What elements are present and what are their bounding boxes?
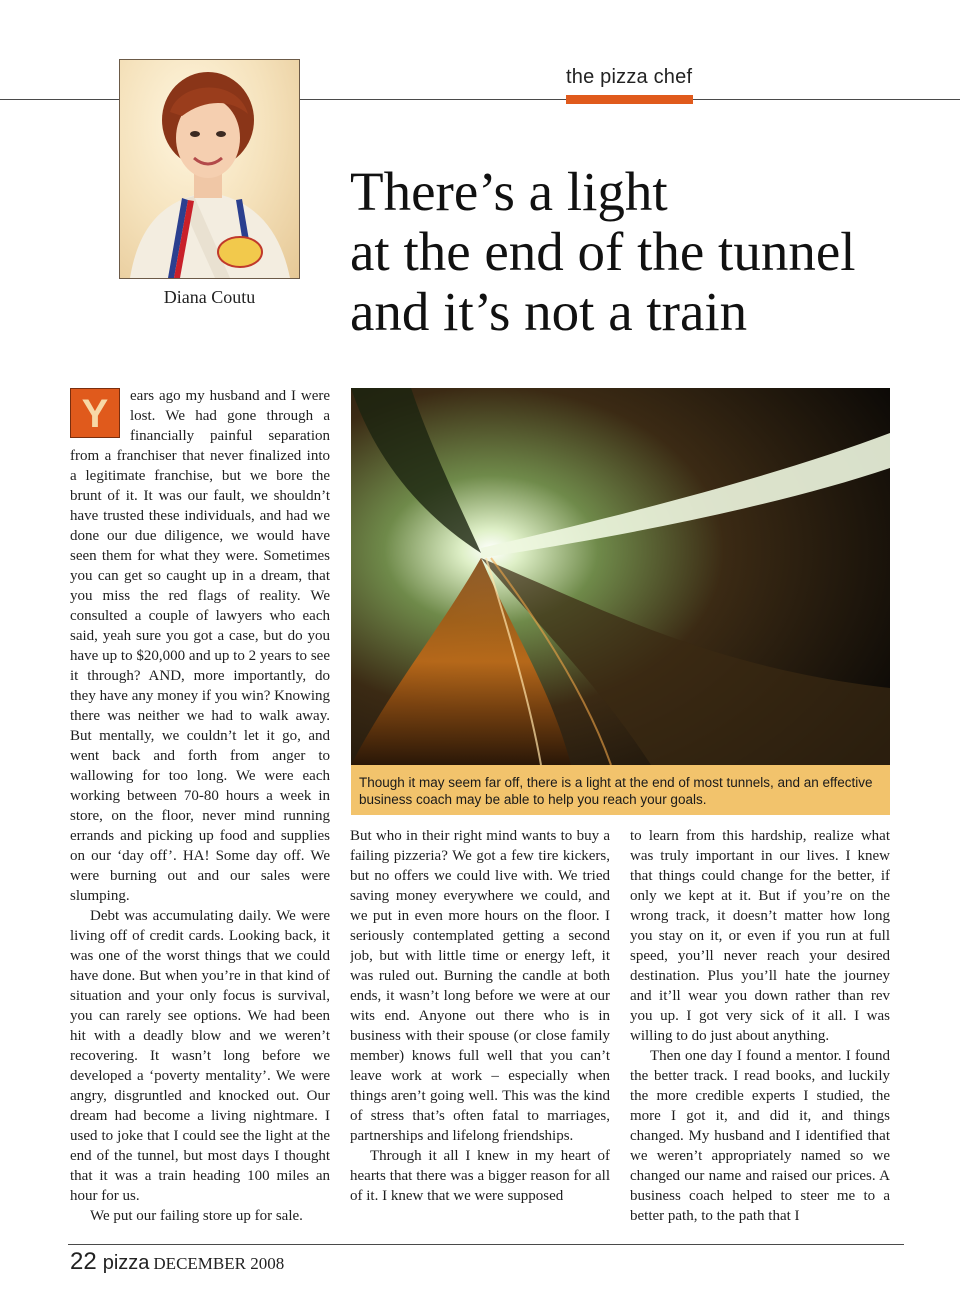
author-portrait-illustration bbox=[120, 60, 299, 278]
author-name: Diana Coutu bbox=[163, 287, 256, 307]
article-paragraph: Then one day I found a mentor. I found the better track. I read books, and luckily the more credible experts I studied, the more I got it, and did it, and things changed. My husband and I identified that we weren’t appropriately named so we changed our name and raised our prices. A business coach helped to steer me to a better path, to the path that I bbox=[630, 1048, 890, 1224]
page-footer bbox=[70, 1248, 284, 1276]
headline-line: at the end of the tunnel bbox=[350, 221, 856, 282]
article-column-2 bbox=[350, 826, 610, 1228]
tunnel-photo bbox=[351, 388, 890, 765]
photo-caption: Though it may seem far off, there is a light at the end of most tunnels, and an effective business coach may be able to help you reach your goals. bbox=[351, 765, 890, 815]
magazine-name: pizza bbox=[102, 1252, 150, 1274]
article-headline bbox=[350, 162, 950, 342]
article-column-1 bbox=[70, 386, 330, 1228]
section-accent-bar bbox=[566, 95, 693, 104]
paragraph-text: ears ago my husband and I were lost. We had gone through a financially painful separation from a franchiser that never finalized into a legitimate franchise, but we bore the brunt of it. It was our fault, we shouldn’t have trusted these individuals, and had we done our due diligence, we would have seen them for what they were. Sometimes you can get so caught up in a dream, that you miss the red flags of reality. We consulted a couple of lawyers who each said, yeah sure you got a case, but do you have up to $20,000 and up to 2 years to see it through? AND, more importantly, do they have any money if you win? Knowing there was neither we had to walk away. But mentally, we couldn’t let it go, and went back and forth from anger to wallowing for too long. We were each working between 70-80 hours a week in store, on the floor, never mind running errands and picking up food and supplies on our ‘day off’. HA! Some day off. We were burning out and our sales were slumping. bbox=[70, 388, 330, 904]
tunnel-photo-illustration bbox=[351, 388, 890, 765]
article-paragraph bbox=[70, 386, 330, 906]
page-number: 22 bbox=[70, 1248, 97, 1275]
drop-cap: Y bbox=[70, 388, 120, 438]
footer-rule bbox=[68, 1244, 904, 1245]
article-paragraph: Debt was accumulating daily. We were living off of credit cards. Looking back, it was one of the worst things that we could have done. But when you’re in that kind of situation and your only focus is survival, you can rarely see options. We had been hit with a deadly blow and we weren’t recovering. It wasn’t long before we developed a ‘poverty mentality’. We were angry, disgruntled and knocked out. Our dream had become a living nightmare. I used to joke that I could see the light at the end of the tunnel, but most days I thought that it was a train heading 100 miles an hour for us. bbox=[70, 908, 330, 1204]
article-column-3 bbox=[630, 826, 890, 1228]
article-paragraph: But who in their right mind wants to buy a failing pizzeria? We got a few tire kickers, but no offers we could live with. We tried saving money everywhere we could, and we put in even more hours on the floor. I seriously contemplated getting a second job, but with little time or energy left, it was ruled out. Burning the candle at both ends, it wasn’t long before we were at our wits end. Anyone out there who is in business with their spouse (or close family member) knows full well that you can’t leave work at work – especially when things aren’t going well. This was the kind of stress that’s often fatal to marriages, partnerships and lifelong friendships. bbox=[350, 828, 610, 1144]
issue-date: DECEMBER 2008 bbox=[153, 1254, 285, 1273]
author-portrait bbox=[119, 59, 300, 279]
article-paragraph: Through it all I knew in my heart of hearts that there was a bigger reason for all of it. I knew that we were supposed bbox=[350, 1148, 610, 1204]
headline-line: and it’s not a train bbox=[350, 281, 748, 342]
article-paragraph: to learn from this hardship, realize what was truly important in our lives. I knew that things could change for the better, if only we kept at it. But if you’re on the wrong track, it doesn’t matter how long you stay on it, or even if you run at full speed, you’ll never reach your desired destination. Plus you’ll hate the journey and it’ll wear you down rather than rev you up. I got very sick of it all. I was willing to do just about anything. bbox=[630, 828, 890, 1044]
section-label: the pizza chef bbox=[566, 66, 693, 88]
article-paragraph: We put our failing store up for sale. bbox=[90, 1208, 303, 1224]
headline-line: There’s a light bbox=[350, 161, 668, 222]
